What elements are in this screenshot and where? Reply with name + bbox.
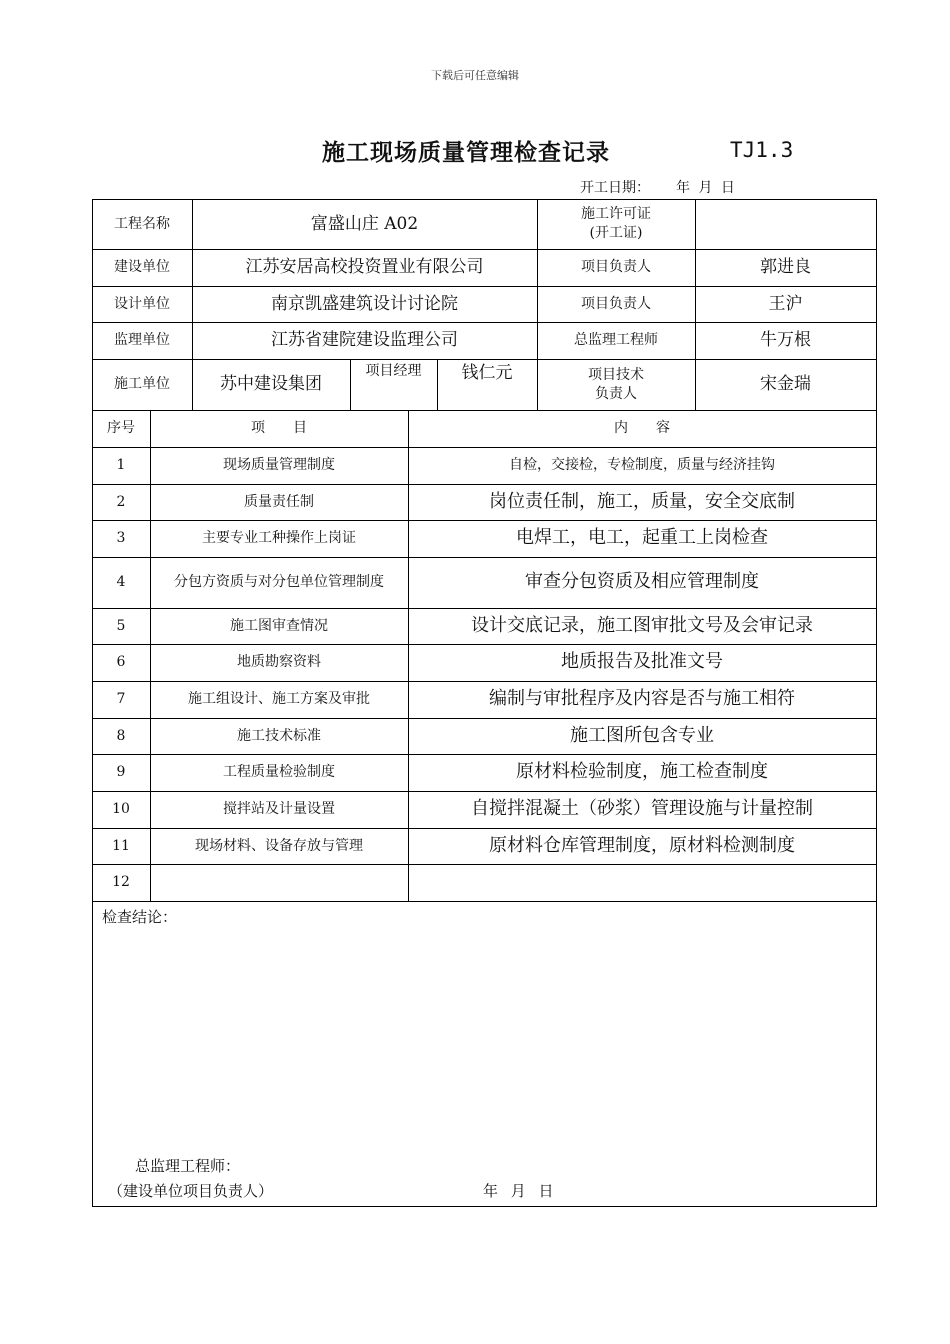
row-item: 施工图审查情况 (230, 617, 328, 634)
col-header-no: 序号 (107, 420, 135, 437)
row-item: 质量责任制 (244, 493, 314, 510)
row-no: 5 (116, 617, 126, 634)
designer-lead-value: 王沪 (768, 293, 803, 314)
form-code: TJ1.3 (730, 138, 794, 162)
row-no: 2 (116, 493, 126, 510)
tech-lead-label-line1: 项目技术 (588, 366, 644, 383)
row-item: 主要专业工种操作上岗证 (202, 530, 356, 547)
chief-engineer-signature-label: 总监理工程师： (135, 1157, 241, 1175)
row-content (408, 864, 876, 901)
start-date-label: 开工日期： (580, 180, 650, 196)
start-date (580, 177, 737, 197)
table-border-right (876, 199, 877, 1206)
permit-label-line1: 施工许可证 (581, 206, 651, 223)
row-content: 地质报告及批准文号 (561, 651, 723, 673)
row-item: 搅拌站及计量设置 (223, 801, 335, 818)
table-row-line (92, 901, 876, 902)
chief-engineer-value: 牛万根 (760, 330, 811, 351)
builder-lead-value: 郭进良 (760, 257, 811, 278)
project-name-value: 富盛山庄 A02 (310, 213, 419, 234)
row-content: 原材料仓库管理制度，原材料检测制度 (489, 834, 795, 856)
permit-label-line2: (开工证) (589, 225, 643, 241)
row-no: 11 (112, 837, 130, 854)
col-header-item: 项 目 (251, 420, 307, 437)
row-no: 1 (116, 457, 126, 474)
tech-lead-value: 宋金瑞 (760, 374, 811, 395)
row-item: 施工技术标准 (237, 727, 321, 744)
row-item: 工程质量检验制度 (223, 764, 335, 781)
builder-label: 建设单位 (114, 259, 170, 276)
designer-lead-label: 项目负责人 (581, 295, 651, 312)
row-item: 施工组设计、施工方案及审批 (188, 691, 370, 708)
row-item: 现场质量管理制度 (223, 457, 335, 474)
supervisor-value: 江苏省建院建设监理公司 (271, 330, 458, 351)
supervisor-label: 监理单位 (114, 332, 170, 349)
row-no: 4 (116, 574, 126, 591)
permit-value (695, 199, 876, 249)
row-item (150, 864, 408, 901)
row-no: 6 (116, 654, 126, 671)
page-title: 施工现场质量管理检查记录 (322, 140, 610, 166)
pm-label: 项目经理 (365, 363, 422, 379)
col-header-content: 内 容 (614, 420, 670, 437)
row-content: 岗位责任制，施工，质量，安全交底制 (489, 490, 795, 512)
row-no: 3 (116, 530, 126, 547)
row-item: 分包方资质与对分包单位管理制度 (174, 574, 384, 591)
builder-lead-signature-label: （建设单位项目负责人） (108, 1182, 274, 1200)
contractor-label: 施工单位 (114, 376, 170, 393)
row-content: 审查分包资质及相应管理制度 (525, 571, 759, 593)
project-name-label: 工程名称 (114, 215, 170, 232)
tech-lead-label-line2: 负责人 (595, 385, 637, 402)
builder-value: 江苏安居高校投资置业有限公司 (245, 257, 484, 278)
row-no: 7 (116, 691, 126, 708)
pm-value: 钱仁元 (461, 363, 513, 383)
designer-label: 设计单位 (114, 295, 170, 312)
header-note: 下载后可任意编辑 (431, 69, 519, 82)
chief-engineer-label: 总监理工程师 (574, 332, 658, 349)
tech-lead-label (537, 359, 695, 410)
row-content: 施工图所包含专业 (570, 724, 714, 746)
row-no: 8 (116, 727, 126, 744)
builder-lead-label: 项目负责人 (581, 259, 651, 276)
designer-value: 南京凯盛建筑设计讨论院 (271, 293, 458, 314)
conclusion-label: 检查结论： (102, 908, 178, 926)
row-content: 自检，交接检，专检制度，质量与经济挂钩 (509, 457, 775, 474)
conclusion-date: 年 月 日 (483, 1182, 558, 1200)
row-content: 设计交底记录，施工图审批文号及会审记录 (471, 614, 813, 636)
contractor-value: 苏中建设集团 (220, 374, 322, 395)
start-date-value: 年 月 日 (676, 180, 737, 196)
row-content: 原材料检验制度，施工检查制度 (516, 761, 768, 783)
row-no: 12 (112, 874, 130, 891)
row-item: 现场材料、设备存放与管理 (195, 837, 363, 854)
row-content: 自搅拌混凝土（砂浆）管理设施与计量控制 (471, 798, 813, 820)
row-no: 10 (112, 801, 130, 818)
row-content: 电焊工，电工，起重工上岗检查 (516, 527, 768, 549)
row-no: 9 (116, 764, 126, 781)
row-content: 编制与审批程序及内容是否与施工相符 (489, 688, 795, 710)
table-border-bottom (92, 1206, 877, 1207)
row-item: 地质勘察资料 (237, 654, 321, 671)
permit-label (537, 199, 695, 249)
